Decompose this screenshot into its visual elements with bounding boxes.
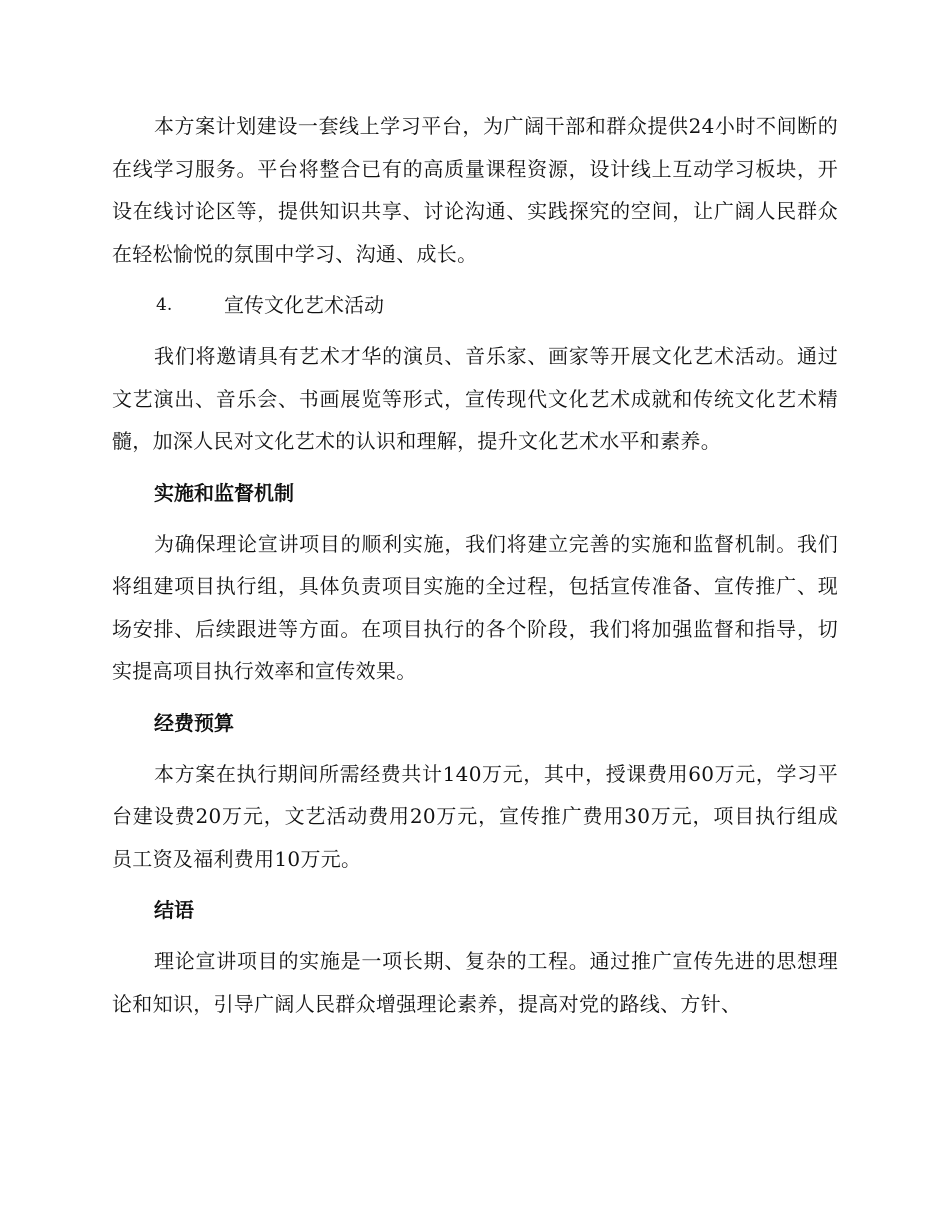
paragraph-conclusion: 理论宣讲项目的实施是一项长期、复杂的工程。通过推广宣传先进的思想理论和知识，引导广阔人民群众增强理论素养，提高对党的路线、方针、 (112, 949, 838, 1016)
paragraph-implementation: 为确保理论宣讲项目的顺利实施，我们将建立完善的实施和监督机制。我们将组建项目执行组，具体负责项目实施的全过程，包括宣传准备、宣传推广、现场安排、后续跟进等方面。在项目执行的各个阶段，我们将加强监督和指导，切实提高项目执行效率和宣传效果。 (112, 531, 838, 683)
paragraph-culture-art-activities: 我们将邀请具有艺术才华的演员、音乐家、画家等开展文化艺术活动。通过文艺演出、音乐会、书画展览等形式，宣传现代文化艺术成就和传统文化艺术精髓，加深人民对文化艺术的认识和理解，提升文化艺术水平和素养。 (112, 344, 838, 453)
section-heading-conclusion: 结语 (154, 898, 194, 922)
section-heading-budget: 经费预算 (154, 710, 234, 735)
paragraph-online-learning-platform: 本方案计划建设一套线上学习平台，为广阔干部和群众提供24小时不间断的在线学习服务。平台将整合已有的高质量课程资源，设计线上互动学习板块，开设在线讨论区等，提供知识共享、讨论沟通、实践探究的空间，让广阔人民群众在轻松愉悦的氛围中学习、沟通、成长。 (112, 114, 838, 266)
paragraph-budget: 本方案在执行期间所需经费共计140万元，其中，授课费用60万元，学习平台建设费20万元，文艺活动费用20万元，宣传推广费用30万元，项目执行组成员工资及福利费用10万元。 (112, 761, 838, 871)
list-item-4 (112, 284, 838, 326)
list-item-number: 4. (156, 295, 173, 315)
list-item-text: 宣传文化艺术活动 (224, 293, 384, 317)
section-heading-implementation: 实施和监督机制 (154, 480, 294, 505)
